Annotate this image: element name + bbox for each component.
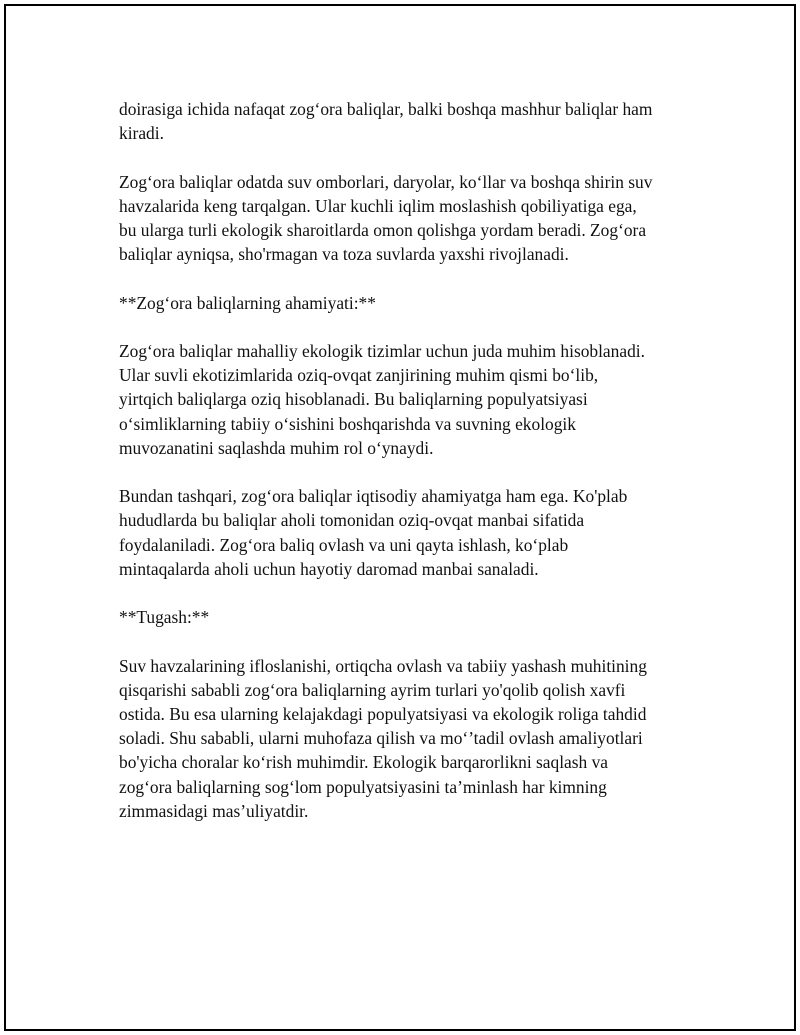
text-line: muvozanatini saqlashda muhim rol o‘ynaydi. <box>119 437 434 458</box>
text-line: bo'yicha choralar ko‘rish muhimdir. Ekologik barqarorlikni saqlash va <box>119 752 608 773</box>
text-line: zog‘ora baliqlarning sog‘lom populyatsiyasini ta’minlash har kimning <box>119 776 607 797</box>
text-line: Suv havzalarining ifloslanishi, ortiqcha ovlash va tabiiy yashash muhitining <box>119 655 647 676</box>
text-line: Bundan tashqari, zog‘ora baliqlar iqtisodiy ahamiyatga ham ega. Ko'plab <box>119 486 628 507</box>
text-line: Ular suvli ekotizimlarida oziq-ovqat zanjirining muhim qismi bo‘lib, <box>119 365 599 386</box>
paragraph-ecological-importance <box>119 339 699 460</box>
section-heading-importance <box>119 291 699 315</box>
text-line: foydalaniladi. Zog‘ora baliq ovlash va uni qayta ishlash, ko‘plab <box>119 534 569 555</box>
paragraph-economic-importance <box>119 484 699 581</box>
document-page <box>4 4 796 1031</box>
section-heading-conclusion <box>119 605 699 629</box>
text-line: o‘simliklarning tabiiy o‘sishini boshqarishda va suvning ekologik <box>119 413 576 434</box>
document-body <box>119 97 699 847</box>
text-line: **Tugash:** <box>119 607 210 628</box>
text-line: zimmasidagi mas’uliyatdir. <box>119 800 309 821</box>
text-line: mintaqalarda aholi uchun hayotiy daromad manbai sanaladi. <box>119 558 539 579</box>
text-line: ostida. Bu esa ularning kelajakdagi populyatsiyasi va ekologik roliga tahdid <box>119 703 647 724</box>
text-line: **Zog‘ora baliqlarning ahamiyati:** <box>119 292 376 313</box>
text-line: bu ularga turli ekologik sharoitlarda omon qolishga yordam beradi. Zog‘ora <box>119 220 647 240</box>
paragraph-habitat <box>119 170 699 267</box>
text-line: hududlarda bu baliqlar aholi tomonidan oziq-ovqat manbai sifatida <box>119 510 585 531</box>
text-line: doirasiga ichida nafaqat zog‘ora baliqlar, balki boshqa mashhur baliqlar ham <box>119 99 653 119</box>
text-line: havzalarida keng tarqalgan. Ular kuchli iqlim moslashish qobiliyatiga ega, <box>119 195 637 216</box>
text-line: baliqlar ayniqsa, sho'rmagan va toza suvlarda yaxshi rivojlanadi. <box>119 244 569 265</box>
text-line: kiradi. <box>119 123 164 144</box>
text-line: Zog‘ora baliqlar odatda suv omborlari, daryolar, ko‘llar va boshqa shirin suv <box>119 171 653 192</box>
text-line: soladi. Shu sababli, ularni muhofaza qilish va mo‘’tadil ovlash amaliyotlari <box>119 728 643 749</box>
text-line: Zog‘ora baliqlar mahalliy ekologik tizimlar uchun juda muhim hisoblanadi. <box>119 340 645 361</box>
paragraph-conclusion <box>119 654 699 823</box>
paragraph-intro-continuation <box>119 97 699 145</box>
text-line: qisqarishi sababli zog‘ora baliqlarning ayrim turlari yo'qolib qolish xavfi <box>119 679 626 700</box>
text-line: yirtqich baliqlarga oziq hisoblanadi. Bu baliqlarning populyatsiyasi <box>119 389 588 410</box>
